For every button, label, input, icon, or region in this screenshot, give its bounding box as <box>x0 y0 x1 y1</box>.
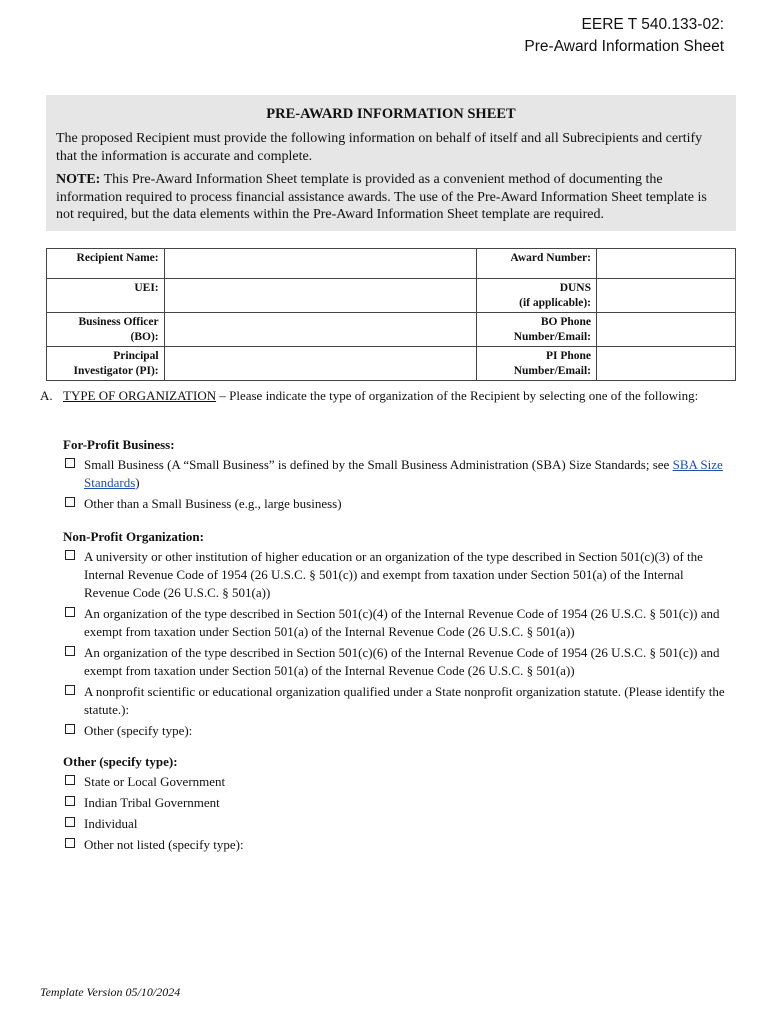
document-header <box>524 14 724 58</box>
note-text: This Pre-Award Information Sheet template is provided as a convenient method of documenting the information required to process financial assistance awards. The use of the Pre-Award Information Sheet template is not required, but the data elements within the Pre-Award Information Sheet template are required. <box>56 172 707 222</box>
principal-investigator-label <box>47 347 165 381</box>
501c6-checkbox[interactable] <box>65 646 75 656</box>
business-officer-field[interactable] <box>164 313 477 347</box>
option-small-business <box>63 456 731 492</box>
501c6-text: An organization of the type described in Section 501(c)(6) of the Internal Revenue Code of 1954 (26 U.S.C. § 501(c)) and exempt from taxation under Section 501(a) of the Internal Revenue Code (26 U.S.C. § 501(a)) <box>84 645 720 678</box>
section-instructions: – Please indicate the type of organization of the Recipient by selecting one of the following: <box>216 388 699 403</box>
option-501c6 <box>63 644 731 680</box>
option-501c3 <box>63 548 731 602</box>
sheet-title: PRE-AWARD INFORMATION SHEET <box>266 106 516 122</box>
section-letter: A. <box>40 388 53 403</box>
option-individual <box>63 815 731 833</box>
intro-paragraph: The proposed Recipient must provide the following information on behalf of itself and all Subrecipients and certify that the information is accurate and complete. <box>56 131 703 164</box>
large-business-checkbox[interactable] <box>65 497 75 507</box>
note-paragraph <box>56 171 726 224</box>
state-nonprofit-text: A nonprofit scientific or educational organization qualified under a State nonprofit organization statute. (Please identify the statute.): <box>84 684 725 717</box>
award-number-label: Award Number: <box>477 249 597 279</box>
pi-label-line2: Investigator (PI): <box>73 364 159 377</box>
individual-text: Individual <box>84 816 138 831</box>
pi-phone-line2: Number/Email: <box>513 364 591 377</box>
duns-label-line2: (if applicable): <box>519 296 591 309</box>
pi-phone-line1: PI Phone <box>545 350 591 362</box>
section-a-heading <box>40 387 730 404</box>
option-501c4 <box>63 605 731 641</box>
option-large-business <box>63 495 731 513</box>
tribal-gov-checkbox[interactable] <box>65 796 75 806</box>
other-not-listed-checkbox[interactable] <box>65 838 75 848</box>
option-other-not-listed <box>63 836 731 854</box>
duns-label <box>477 279 597 313</box>
bo-phone-line1: BO Phone <box>540 316 591 328</box>
duns-field[interactable] <box>597 279 736 313</box>
option-nonprofit-other <box>63 722 731 740</box>
tribal-gov-text: Indian Tribal Government <box>84 795 220 810</box>
nonprofit-other-checkbox[interactable] <box>65 724 75 734</box>
recipient-name-label: Recipient Name: <box>47 249 165 279</box>
state-local-gov-checkbox[interactable] <box>65 775 75 785</box>
for-profit-group <box>63 436 731 516</box>
state-local-gov-text: State or Local Government <box>84 774 226 789</box>
option-state-nonprofit <box>63 683 731 719</box>
pi-phone-field[interactable] <box>597 347 736 381</box>
small-business-text-end: ) <box>135 475 140 490</box>
pi-phone-label <box>477 347 597 381</box>
form-number: EERE T 540.133-02: <box>581 16 724 33</box>
note-label: NOTE: <box>56 172 101 187</box>
principal-investigator-field[interactable] <box>164 347 477 381</box>
business-officer-label <box>47 313 165 347</box>
form-title: Pre-Award Information Sheet <box>524 38 724 55</box>
state-nonprofit-checkbox[interactable] <box>65 685 75 695</box>
intro-box <box>46 95 736 231</box>
duns-label-line1: DUNS <box>559 282 591 294</box>
bo-phone-label <box>477 313 597 347</box>
option-state-local-gov <box>63 773 731 791</box>
non-profit-group <box>63 528 731 743</box>
template-version: Template Version 05/10/2024 <box>40 985 181 999</box>
large-business-text: Other than a Small Business (e.g., large business) <box>84 496 342 511</box>
uei-field[interactable] <box>164 279 477 313</box>
bo-label-line1: Business Officer <box>78 316 159 328</box>
other-group <box>63 753 731 857</box>
501c3-checkbox[interactable] <box>65 550 75 560</box>
501c3-text: A university or other institution of higher education or an organization of the type described in Section 501(c)(3) of the Internal Revenue Code of 1954 (26 U.S.C. § 501(c)) and exempt from taxation under Section 501(a) of the Internal Revenue Code (26 U.S.C. § 501(a)) <box>84 549 703 600</box>
bo-phone-field[interactable] <box>597 313 736 347</box>
pi-label-line1: Principal <box>113 350 159 362</box>
award-number-field[interactable] <box>597 249 736 279</box>
small-business-text: Small Business (A “Small Business” is defined by the Small Business Administration (SBA) Size Standards; see <box>84 457 673 472</box>
uei-label: UEI: <box>47 279 165 313</box>
option-tribal-gov <box>63 794 731 812</box>
section-title: TYPE OF ORGANIZATION <box>63 388 217 403</box>
non-profit-title: Non-Profit Organization: <box>63 529 204 544</box>
other-not-listed-text: Other not listed (specify type): <box>84 837 244 852</box>
bo-phone-line2: Number/Email: <box>513 330 591 343</box>
bo-label-line2: (BO): <box>130 330 159 343</box>
individual-checkbox[interactable] <box>65 817 75 827</box>
other-title: Other (specify type): <box>63 754 178 769</box>
sba-size-standards-link[interactable]: SBA Size Standards <box>84 457 723 490</box>
501c4-checkbox[interactable] <box>65 607 75 617</box>
for-profit-title: For-Profit Business: <box>63 437 175 452</box>
nonprofit-other-text: Other (specify type): <box>84 723 193 738</box>
501c4-text: An organization of the type described in Section 501(c)(4) of the Internal Revenue Code of 1954 (26 U.S.C. § 501(c)) and exempt from taxation under Section 501(a) of the Internal Revenue Code (26 U.S.C. § 501(a)) <box>84 606 720 639</box>
small-business-checkbox[interactable] <box>65 458 75 468</box>
recipient-info-table <box>46 248 736 381</box>
recipient-name-field[interactable] <box>164 249 477 279</box>
